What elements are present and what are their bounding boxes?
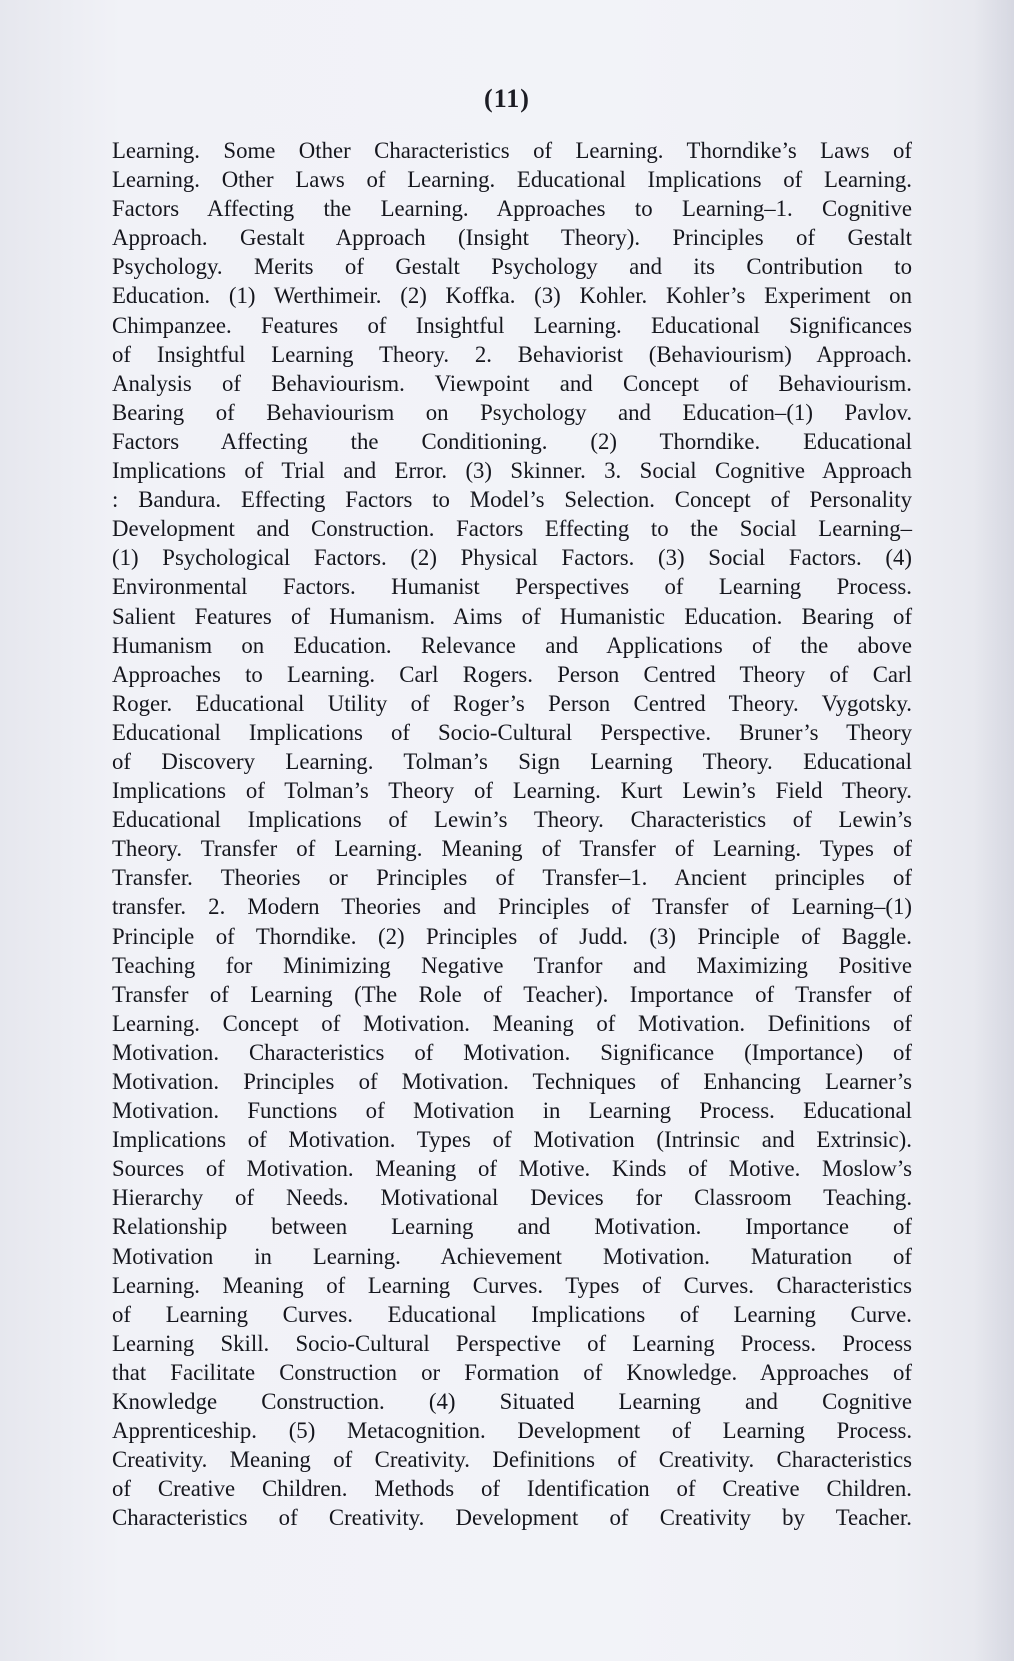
- text-line: Educational Implications of Socio-Cultural Perspective. Bruner’s Theory: [112, 719, 912, 745]
- text-line: of Learning Curves. Educational Implications of Learning Curve.: [112, 1301, 912, 1327]
- text-line: Motivation. Principles of Motivation. Techniques of Enhancing Learner’s: [112, 1069, 912, 1094]
- text-line: Apprenticeship. (5) Metacognition. Development of Learning Process.: [112, 1418, 913, 1444]
- text-line: Motivation. Characteristics of Motivation. Significance (Importance) of: [112, 1039, 912, 1065]
- text-line: Transfer of Learning (The Role of Teacher). Importance of Transfer of: [112, 981, 912, 1007]
- text-line: Learning. Some Other Characteristics of Learning. Thorndike’s Laws of: [112, 138, 912, 163]
- text-line: Development and Construction. Factors Effecting to the Social Learning–: [112, 516, 912, 542]
- text-line: Analysis of Behaviourism. Viewpoint and Concept of Behaviourism.: [112, 370, 912, 396]
- text-line: Implications of Motivation. Types of Motivation (Intrinsic and Extrinsic).: [112, 1127, 912, 1153]
- text-line: Transfer. Theories or Principles of Transfer–1. Ancient principles of: [112, 865, 913, 891]
- text-line: Chimpanzee. Features of Insightful Learning. Educational Significances: [112, 312, 912, 338]
- contents-paragraph: [112, 136, 912, 1533]
- text-line: Creativity. Meaning of Creativity. Definitions of Creativity. Characteristics: [112, 1447, 912, 1473]
- text-line: Principle of Thorndike. (2) Principles of Judd. (3) Principle of Baggle.: [112, 923, 912, 949]
- text-line: Motivation. Functions of Motivation in Learning Process. Educational: [112, 1098, 913, 1124]
- text-line: Education. (1) Werthimeir. (2) Koffka. (3) Kohler. Kohler’s Experiment on: [112, 283, 912, 309]
- text-line: Implications of Tolman’s Theory of Learning. Kurt Lewin’s Field Theory.: [112, 778, 913, 804]
- text-line: Sources of Motivation. Meaning of Motive. Kinds of Motive. Moslow’s: [112, 1156, 913, 1182]
- text-line: Bearing of Behaviourism on Psychology and Education–(1) Pavlov.: [112, 399, 913, 425]
- text-line: Implications of Trial and Error. (3) Skinner. 3. Social Cognitive Approach: [112, 458, 912, 484]
- text-line: Humanism on Education. Relevance and Applications of the above: [112, 632, 912, 658]
- text-line: Learning Skill. Socio-Cultural Perspective of Learning Process. Process: [112, 1330, 912, 1356]
- text-line: Motivation in Learning. Achievement Motivation. Maturation of: [112, 1243, 913, 1269]
- text-line: : Bandura. Effecting Factors to Model’s Selection. Concept of Personality: [112, 487, 913, 513]
- text-line: (1) Psychological Factors. (2) Physical Factors. (3) Social Factors. (4): [112, 545, 912, 571]
- text-line: of Discovery Learning. Tolman’s Sign Learning Theory. Educational: [112, 748, 912, 774]
- text-line: Educational Implications of Lewin’s Theory. Characteristics of Lewin’s: [112, 807, 912, 833]
- page-edge-shadow: [974, 0, 1014, 1661]
- text-line: of Creative Children. Methods of Identification of Creative Children.: [112, 1476, 912, 1502]
- text-line: Relationship between Learning and Motivation. Importance of: [112, 1214, 913, 1240]
- text-line: Environmental Factors. Humanist Perspectives of Learning Process.: [112, 574, 912, 600]
- text-line: transfer. 2. Modern Theories and Principles of Transfer of Learning–(1): [112, 894, 912, 920]
- text-line: Learning. Meaning of Learning Curves. Types of Curves. Characteristics: [112, 1272, 912, 1298]
- text-line: Factors Affecting the Conditioning. (2) Thorndike. Educational: [112, 428, 913, 454]
- text-line: Theory. Transfer of Learning. Meaning of Transfer of Learning. Types of: [112, 836, 912, 862]
- text-line: Hierarchy of Needs. Motivational Devices for Classroom Teaching.: [112, 1185, 913, 1211]
- text-line: Approach. Gestalt Approach (Insight Theory). Principles of Gestalt: [112, 225, 913, 251]
- text-line: Salient Features of Humanism. Aims of Humanistic Education. Bearing of: [112, 603, 913, 629]
- text-line: Factors Affecting the Learning. Approaches to Learning–1. Cognitive: [112, 196, 912, 222]
- text-line: of Insightful Learning Theory. 2. Behaviorist (Behaviourism) Approach.: [112, 341, 912, 367]
- text-line: Psychology. Merits of Gestalt Psychology and its Contribution to: [112, 254, 912, 280]
- text-line: Teaching for Minimizing Negative Tranfor and Maximizing Positive: [112, 952, 913, 978]
- text-line: that Facilitate Construction or Formation of Knowledge. Approaches of: [112, 1359, 913, 1385]
- text-line: Roger. Educational Utility of Roger’s Person Centred Theory. Vygotsky.: [112, 690, 912, 716]
- text-line: Characteristics of Creativity. Development of Creativity by Teacher.: [112, 1505, 912, 1531]
- text-line: Learning. Other Laws of Learning. Educational Implications of Learning.: [112, 167, 912, 193]
- text-line: Knowledge Construction. (4) Situated Learning and Cognitive: [112, 1389, 912, 1415]
- text-line: Approaches to Learning. Carl Rogers. Person Centred Theory of Carl: [112, 661, 912, 687]
- text-line: Learning. Concept of Motivation. Meaning of Motivation. Definitions of: [112, 1010, 912, 1036]
- page-number: (11): [484, 84, 530, 113]
